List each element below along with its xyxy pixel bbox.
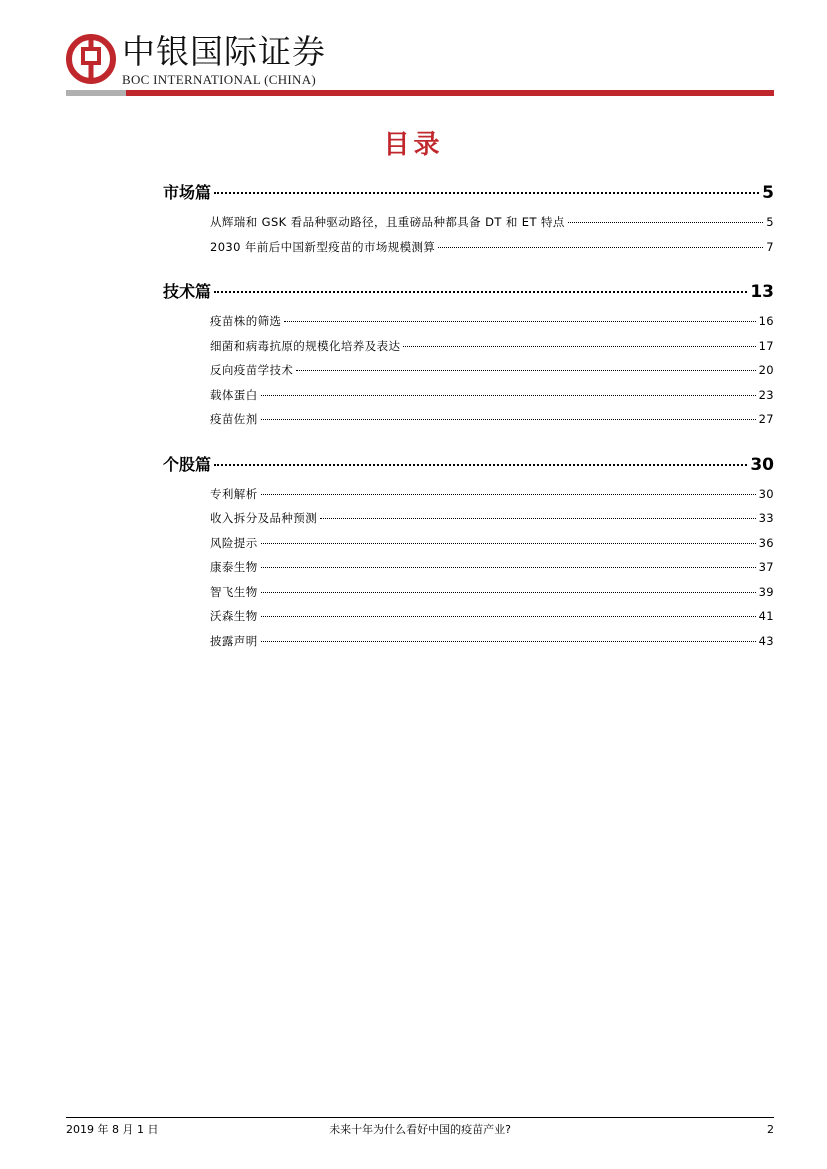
entry-label: 载体蛋白 xyxy=(210,387,258,402)
dot-leader xyxy=(261,394,756,396)
table-of-contents xyxy=(163,180,774,653)
dot-leader xyxy=(261,493,756,495)
page-number: 27 xyxy=(758,412,774,426)
toc-entry[interactable] xyxy=(210,604,774,629)
entry-label: 细菌和病毒抗原的规模化培养及表达 xyxy=(210,338,401,353)
dot-leader xyxy=(261,418,756,420)
section-title: 市场篇 xyxy=(163,183,212,202)
toc-section-tech[interactable] xyxy=(163,279,774,305)
page-footer xyxy=(66,1122,774,1138)
page-number: 41 xyxy=(758,609,774,623)
page-number: 7 xyxy=(766,239,774,254)
entry-label: 风险提示 xyxy=(210,535,258,550)
footer-report-title: 未来十年为什么看好中国的疫苗产业? xyxy=(329,1123,511,1136)
toc-entry[interactable] xyxy=(210,506,774,531)
toc-entry[interactable] xyxy=(210,334,774,359)
section-title: 技术篇 xyxy=(163,282,212,301)
entry-label: 披露声明 xyxy=(210,633,258,648)
dot-leader xyxy=(261,542,756,544)
dot-leader xyxy=(214,463,747,466)
page-number: 5 xyxy=(762,183,774,203)
toc-title: 目录 xyxy=(383,130,444,160)
toc-entry[interactable] xyxy=(210,482,774,507)
header-rule-gray xyxy=(66,90,126,96)
page-number: 13 xyxy=(750,282,774,302)
toc-section-stocks[interactable] xyxy=(163,452,774,478)
toc-section-market[interactable] xyxy=(163,180,774,206)
boc-logo-icon xyxy=(66,34,116,84)
page-number: 33 xyxy=(758,511,774,525)
entry-label: 康泰生物 xyxy=(210,560,258,574)
entry-label: 反向疫苗学技术 xyxy=(210,363,294,377)
page-number: 16 xyxy=(758,314,774,328)
dot-leader xyxy=(284,320,755,322)
page-number: 39 xyxy=(758,584,774,599)
dot-leader xyxy=(214,191,759,194)
toc-entry[interactable] xyxy=(210,580,774,605)
dot-leader xyxy=(261,591,756,593)
page-number: 30 xyxy=(750,454,774,475)
toc-entry[interactable] xyxy=(210,555,774,580)
dot-leader xyxy=(261,615,756,617)
page-number: 20 xyxy=(758,363,774,377)
dot-leader xyxy=(214,290,747,293)
entry-label: 专利解析 xyxy=(210,486,258,501)
dot-leader xyxy=(568,221,764,223)
dot-leader xyxy=(261,566,756,568)
brand-name-chinese: 中银国际证券 xyxy=(122,32,326,71)
entry-label: 沃森生物 xyxy=(210,609,258,623)
page-number: 43 xyxy=(758,633,774,648)
entry-label: 疫苗株的筛选 xyxy=(210,314,282,328)
toc-entry[interactable] xyxy=(210,383,774,408)
dot-leader xyxy=(296,369,755,371)
toc-entry[interactable] xyxy=(210,531,774,556)
page-number: 5 xyxy=(766,215,774,229)
toc-entry[interactable] xyxy=(210,358,774,383)
toc-entry[interactable] xyxy=(210,235,774,260)
dot-leader xyxy=(320,517,755,519)
dot-leader xyxy=(403,345,755,347)
page-number: 17 xyxy=(758,338,774,353)
entry-label: 智飞生物 xyxy=(210,584,258,599)
page-number: 36 xyxy=(758,535,774,550)
header-rule-red xyxy=(126,90,774,96)
footer-rule xyxy=(66,1117,774,1118)
toc-entry[interactable] xyxy=(210,309,774,334)
brand-name-english: BOC INTERNATIONAL (CHINA) xyxy=(122,72,317,87)
section-title: 个股篇 xyxy=(163,454,212,474)
toc-entry[interactable] xyxy=(210,407,774,432)
page-number: 30 xyxy=(758,486,774,501)
entry-label: 从辉瑞和 GSK 看品种驱动路径，且重磅品种都具备 DT 和 ET 特点 xyxy=(210,215,565,229)
footer-page-number: 2 xyxy=(767,1123,774,1136)
entry-label: 2030 年前后中国新型疫苗的市场规模测算 xyxy=(210,239,436,254)
dot-leader xyxy=(438,246,763,248)
entry-label: 收入拆分及品种预测 xyxy=(210,511,318,525)
footer-date: 2019 年 8 月 1 日 xyxy=(66,1123,159,1136)
entry-label: 疫苗佐剂 xyxy=(210,412,258,426)
toc-entry[interactable] xyxy=(210,629,774,654)
page-number: 23 xyxy=(758,387,774,402)
toc-entry[interactable] xyxy=(210,210,774,235)
dot-leader xyxy=(261,640,756,642)
page-number: 37 xyxy=(758,560,774,574)
